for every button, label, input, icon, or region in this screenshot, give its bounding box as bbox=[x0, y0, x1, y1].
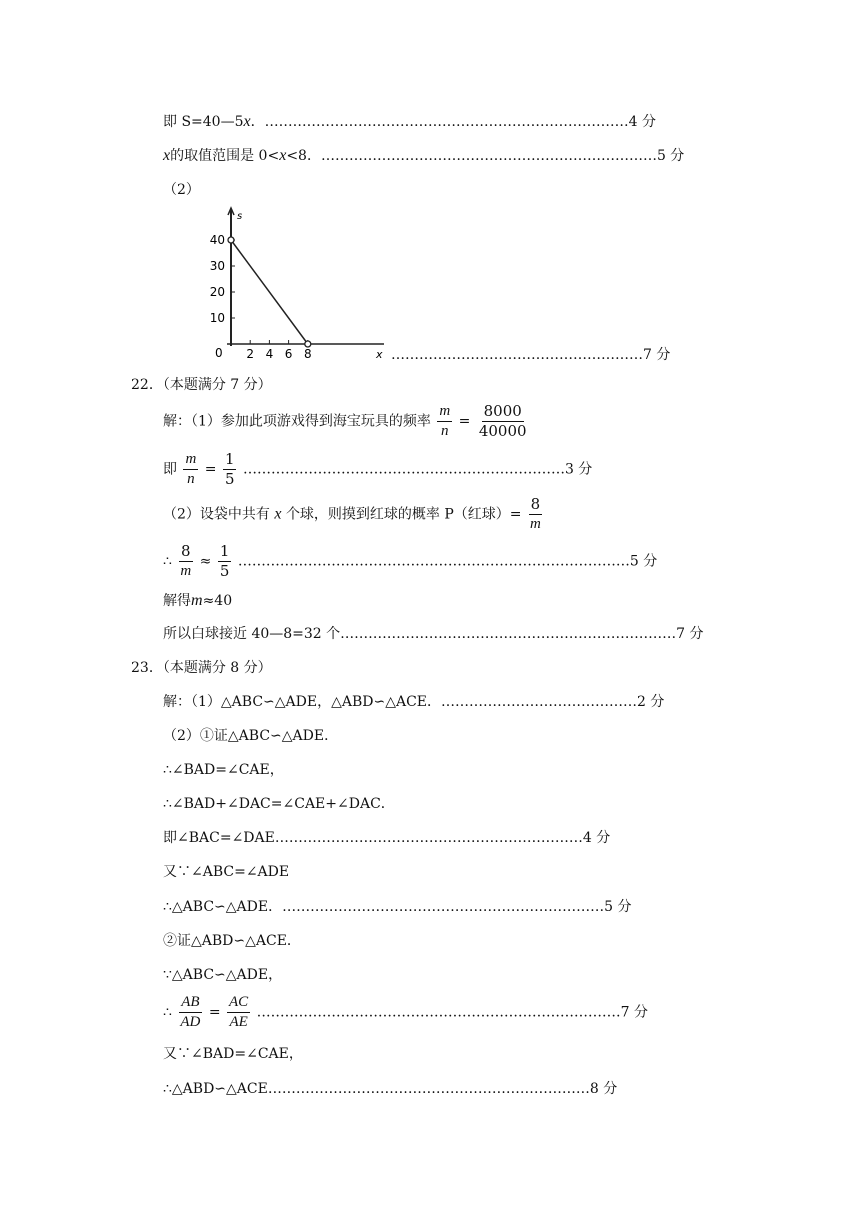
fraction-m-over-n: $\frac{m}{n}$ bbox=[185, 451, 197, 487]
dots-score-3: ……………………………………………………………3 分 bbox=[242, 461, 593, 478]
line-ratio bbox=[163, 993, 648, 1032]
s-formula-prefix: 即 S=40—5 bbox=[163, 114, 244, 130]
dots-score-5: <8．………………………………………………………………5 分 bbox=[286, 148, 685, 164]
fraction-8000-over-40000: $\frac{8000}{40000}$ bbox=[478, 402, 527, 440]
dots-score-4: ．……………………………………………………………………4 分 bbox=[250, 114, 656, 130]
fraction-8-over-m: $\frac{8}{m}$ bbox=[530, 495, 541, 532]
line-frequency bbox=[163, 402, 531, 441]
line-part-2 bbox=[163, 181, 200, 199]
part-2-label: （2） bbox=[163, 182, 200, 198]
line-graph bbox=[198, 203, 390, 361]
y-tick-label: 40 bbox=[209, 233, 225, 247]
probability-prefix: （2）设袋中共有 bbox=[163, 506, 270, 523]
x-tick-label: 8 bbox=[303, 347, 312, 361]
fraction-1-over-5: $\frac{1}{5}$ bbox=[224, 450, 235, 488]
line-white-balls bbox=[163, 625, 704, 643]
line-s-formula bbox=[163, 113, 656, 131]
y-axis-label: s bbox=[237, 211, 243, 222]
probability-text: 个球，则摸到红球的概率 P（红球）= bbox=[285, 506, 522, 523]
fraction-ac-over-ae: $\frac{AC}{AE}$ bbox=[229, 994, 249, 1030]
fraction-1-over-5: $\frac{1}{5}$ bbox=[219, 542, 230, 580]
fraction-8-over-m: $\frac{8}{m}$ bbox=[180, 542, 192, 579]
open-endpoint bbox=[305, 341, 311, 347]
white-balls-text: 所以白球接近 40—8=32 个………………………………………………………………7 分 bbox=[163, 626, 704, 642]
var-x: x bbox=[243, 113, 251, 130]
question-22-title: 22．（本题满分 7 分） bbox=[131, 377, 272, 393]
equals-sign: = bbox=[208, 1004, 221, 1021]
y-tick-label: 10 bbox=[209, 311, 225, 325]
var-x: x bbox=[163, 147, 171, 164]
fraction-m-over-n: $\frac{m}{n}$ bbox=[439, 403, 451, 439]
y-tick-label: 20 bbox=[209, 285, 225, 299]
line-t5: 即∠BAC=∠DAE…………………………………………………………4 分 bbox=[163, 830, 611, 846]
var-x: x bbox=[274, 505, 282, 523]
x-tick-label: 6 bbox=[284, 347, 293, 361]
line-t3: ∴∠BAD=∠CAE， bbox=[163, 762, 284, 778]
frequency-text: 解：（1）参加此项游戏得到海宝玩具的频率 bbox=[163, 413, 431, 430]
x-tick-label: 2 bbox=[246, 347, 255, 361]
solve-result: ≈40 bbox=[202, 593, 233, 609]
approx-sign: ≈ bbox=[199, 553, 212, 570]
line-t11: 又∵∠BAD=∠CAE， bbox=[163, 1046, 303, 1062]
var-x: x bbox=[279, 147, 287, 164]
equals-sign: = bbox=[204, 461, 217, 478]
line-t8: ②证△ABD∽△ACE． bbox=[163, 933, 301, 949]
line-t9: ∵△ABC∽△ADE， bbox=[163, 967, 283, 983]
y-tick-label: 30 bbox=[209, 259, 225, 273]
question-23-title: 23．（本题满分 8 分） bbox=[131, 660, 272, 676]
x-axis-label: x bbox=[376, 348, 383, 361]
equals-sign: = bbox=[458, 413, 471, 430]
graph-axes bbox=[215, 208, 384, 361]
line-probability bbox=[163, 495, 545, 534]
line-solve-m bbox=[163, 592, 232, 610]
line-t7: ∴△ABC∽△ADE．……………………………………………………………5 分 bbox=[163, 899, 632, 915]
therefore-sign: ∴ bbox=[163, 553, 172, 570]
line-x-range bbox=[163, 147, 684, 165]
line-frequency-result bbox=[163, 450, 592, 489]
open-endpoint bbox=[228, 237, 234, 243]
line-graph-score bbox=[391, 346, 670, 364]
series-segment bbox=[231, 240, 308, 344]
dots-score-7: ………………………………………………7 分 bbox=[391, 347, 671, 363]
line-t6: 又∵∠ABC=∠ADE bbox=[163, 864, 290, 880]
x-range-text: 的取值范围是 0< bbox=[170, 148, 280, 164]
fraction-ab-over-ad: $\frac{AB}{AD}$ bbox=[180, 994, 201, 1030]
therefore-sign: ∴ bbox=[163, 1004, 172, 1021]
ji-label: 即 bbox=[163, 461, 177, 478]
line-t2: （2）①证△ABC∽△ADE． bbox=[163, 728, 339, 744]
graph-series bbox=[228, 237, 311, 347]
graph-ticks bbox=[210, 233, 312, 361]
solve-prefix: 解得 bbox=[163, 593, 191, 609]
dots-score-7: ……………………………………………………………………7 分 bbox=[256, 1004, 648, 1021]
line-t4: ∴∠BAD+∠DAC=∠CAE+∠DAC． bbox=[163, 796, 395, 812]
question-22-heading bbox=[131, 376, 272, 394]
line-t1: 解：（1）△ABC∽△ADE，△ABD∽△ACE．……………………………………2 分 bbox=[163, 694, 665, 710]
line-approximation bbox=[163, 542, 657, 581]
line-t12: ∴△ABD∽△ACE……………………………………………………………8 分 bbox=[163, 1081, 618, 1097]
x-tick-label: 4 bbox=[265, 347, 274, 361]
var-m: m bbox=[191, 592, 203, 609]
dots-score-5: …………………………………………………………………………5 分 bbox=[237, 553, 658, 570]
question-23-heading bbox=[131, 659, 272, 677]
origin-label: 0 bbox=[215, 346, 223, 360]
